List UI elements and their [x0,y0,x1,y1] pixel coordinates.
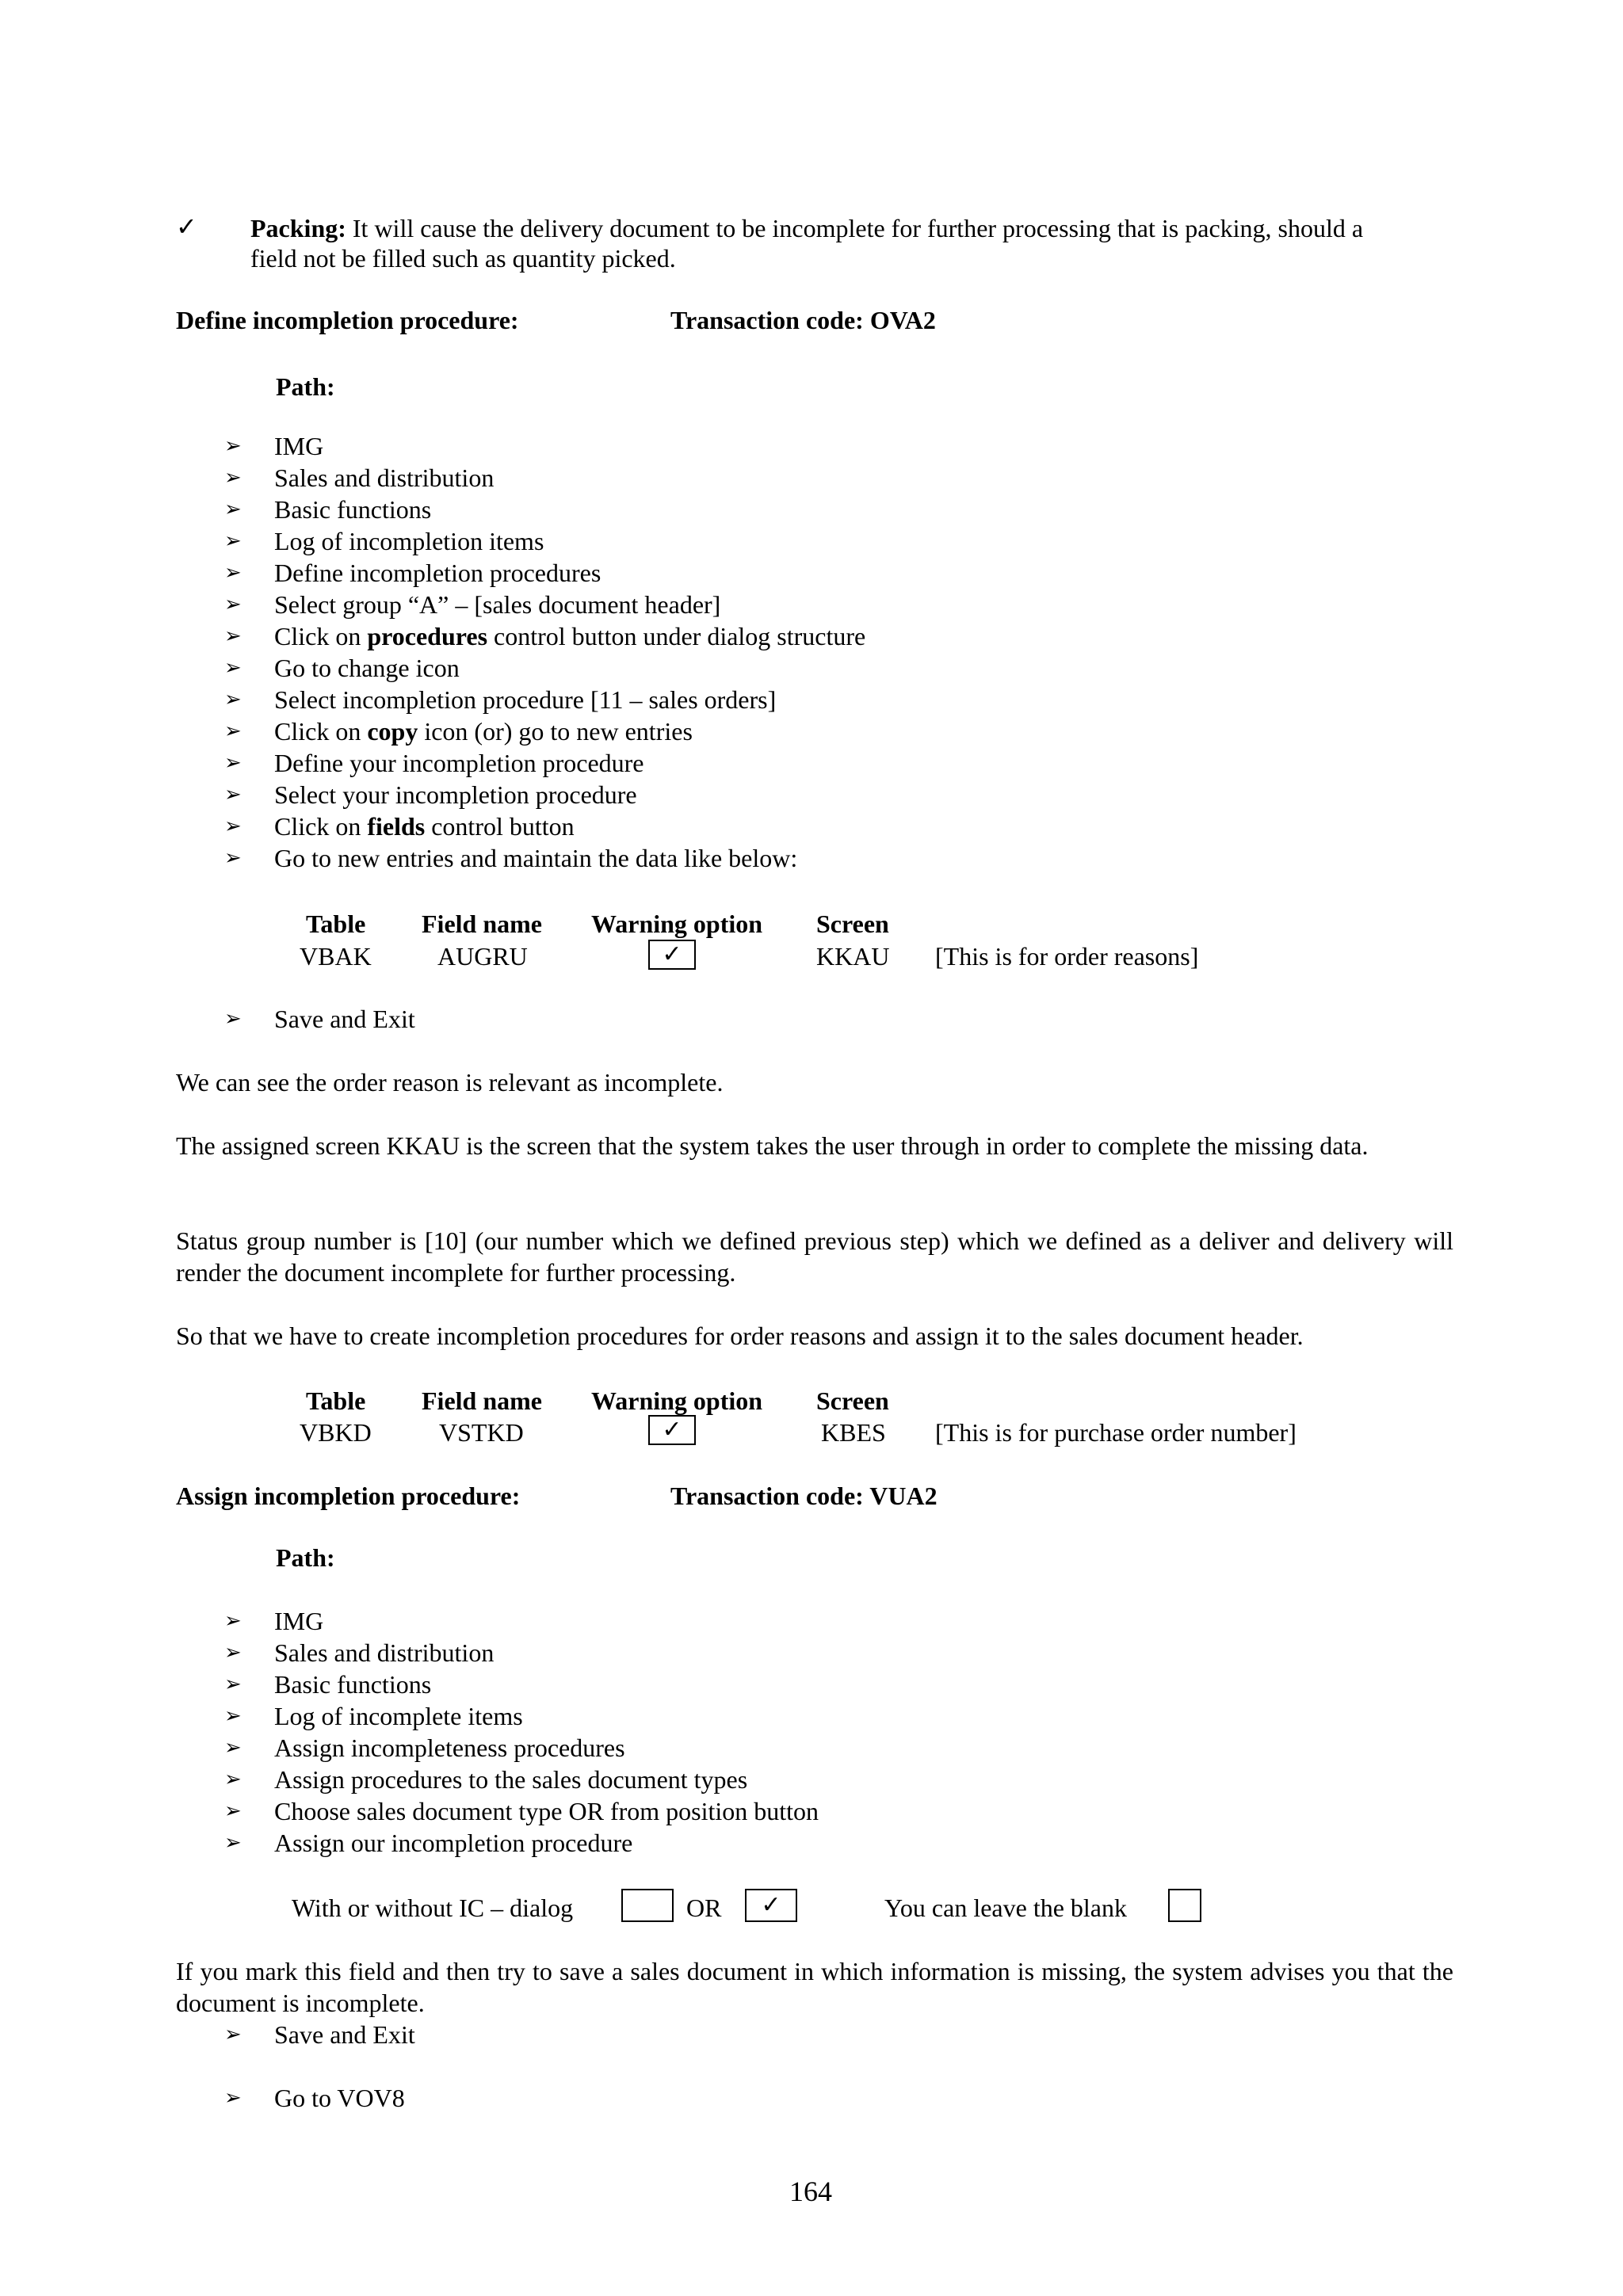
define-save-exit-text: Save and Exit [274,1005,415,1033]
define-step-text [274,462,494,494]
define-step-pre: Click on [274,812,368,841]
arrow-bullet-icon: ➢ [224,719,242,743]
arrow-bullet-icon: ➢ [224,656,242,680]
packing-text-1: It will cause the delivery document to be incomplete for further processing that is packing, should a [352,214,1364,242]
arrow-bullet-icon: ➢ [224,783,242,807]
arrow-bullet-icon: ➢ [224,1704,242,1728]
arrow-bullet-icon: ➢ [224,593,242,616]
define-step-pre: Go to change icon [274,654,460,682]
table1-cell-screen: KKAU [816,942,890,971]
define-step-pre: Log of incompletion items [274,527,544,555]
table2-cell-table: VBKD [300,1418,372,1447]
dialog-option-label: With or without IC – dialog [292,1894,574,1922]
table1-header-warning: Warning option [591,910,763,938]
define-step-post: control button [425,812,575,841]
arrow-bullet-icon: ➢ [224,1799,242,1823]
paragraph-create-procedures: So that we have to create incompletion procedures for order reasons and assign it to the sales document header. [176,1322,1304,1350]
assign-tcode: Transaction code: VUA2 [670,1482,938,1510]
define-step-pre: Select group “A” – [sales document header] [274,590,721,619]
define-step-pre: Sales and distribution [274,463,495,492]
arrow-bullet-icon: ➢ [224,434,242,458]
define-step-pre: Go to new entries and maintain the data like below: [274,844,798,872]
table2-cell-screen: KBES [821,1418,886,1447]
assign-path-label: Path: [276,1543,335,1572]
define-step-text [274,779,637,810]
assign-step-text: Basic functions [274,1670,432,1699]
define-step-text [274,842,797,874]
assign-step-text: Choose sales document type OR from position button [274,1797,819,1825]
define-step-pre: Basic functions [274,495,432,524]
define-step-post: control button under dialog structure [487,622,866,650]
go-to-vov8-text: Go to VOV8 [274,2084,405,2112]
define-step-pre: Click on [274,622,368,650]
table2-header-screen: Screen [816,1386,889,1415]
arrow-bullet-icon: ➢ [224,1831,242,1855]
arrow-bullet-icon: ➢ [224,1609,242,1633]
arrow-bullet-icon: ➢ [224,1672,242,1696]
define-tcode: Transaction code: OVA2 [670,306,936,334]
arrow-bullet-icon: ➢ [224,1007,242,1031]
or-label: OR [686,1894,722,1922]
arrow-bullet-icon: ➢ [224,1641,242,1665]
assign-step-text: Log of incomplete items [274,1702,523,1730]
assign-step-text: Assign our incompletion procedure [274,1829,633,1857]
paragraph-status-group: Status group number is [10] (our number which we defined previous step) which we defined as a deliver and delivery will render the document incomplete for further processing. [176,1226,1453,1287]
define-step-text [274,557,601,589]
assign-step-text: Sales and distribution [274,1638,495,1667]
table1-header-screen: Screen [816,910,889,938]
leave-blank-checkbox[interactable] [1168,1889,1201,1922]
arrow-bullet-icon: ➢ [224,498,242,521]
define-step-text [274,430,323,462]
define-step-text [274,494,431,525]
define-step-text [274,525,544,557]
paragraph-order-reason: We can see the order reason is relevant as incomplete. [176,1068,724,1097]
assign-step-text: IMG [274,1607,324,1635]
define-step-text [274,589,720,620]
go-to-vov8-item [0,2082,1623,2114]
packing-line-1 [250,212,1363,244]
arrow-bullet-icon: ➢ [224,1768,242,1791]
paragraph-mark-field-note: If you mark this field and then try to save a sales document in which information is missing, the system advises you that the document is incomplete. [176,1957,1453,2017]
table2-header-field: Field name [422,1386,542,1415]
arrow-bullet-icon: ➢ [224,814,242,838]
table1-cell-table: VBAK [300,942,372,971]
checkmark-icon: ✓ [176,212,197,242]
table2-header-table: Table [306,1386,366,1415]
define-step-pre: Define incompletion procedures [274,559,601,587]
define-step-text [274,652,460,684]
packing-label: Packing: [250,214,346,242]
define-step-text [274,684,776,715]
table1-cell-field: AUGRU [437,942,528,971]
arrow-bullet-icon: ➢ [224,1736,242,1760]
define-step-pre: Define your incompletion procedure [274,749,644,777]
define-step-text [274,715,693,747]
define-step-text [274,810,575,842]
page-number: 164 [789,2176,832,2207]
define-step-bold: procedures [367,622,488,650]
assign-save-exit-item [0,2019,1623,2050]
table2-cell-field: VSTKD [439,1418,524,1447]
packing-line-2: field not be filled such as quantity picked. [250,244,676,273]
arrow-bullet-icon: ➢ [224,561,242,585]
table1-header-field: Field name [422,910,542,938]
arrow-bullet-icon: ➢ [224,2023,242,2046]
table2-cell-note: [This is for purchase order number] [935,1418,1296,1447]
assign-step-text: Assign incompleteness procedures [274,1733,625,1762]
arrow-bullet-icon: ➢ [224,466,242,490]
define-step-bold: copy [367,717,418,746]
define-heading: Define incompletion procedure: [176,306,519,334]
paragraph-kkau: The assigned screen KKAU is the screen that the system takes the user through in order to complete the missing data. [176,1131,1369,1160]
define-step-pre: IMG [274,432,324,460]
arrow-bullet-icon: ➢ [224,624,242,648]
arrow-bullet-icon: ➢ [224,688,242,711]
define-step-bold: fields [367,812,426,841]
dialog-checked-checkbox[interactable]: ✓ [745,1889,797,1922]
arrow-bullet-icon: ➢ [224,2086,242,2110]
assign-heading: Assign incompletion procedure: [176,1482,521,1510]
define-step-pre: Select incompletion procedure [11 – sales orders] [274,685,777,714]
table2-header-warning: Warning option [591,1386,763,1415]
assign-step-text: Assign procedures to the sales document types [274,1765,748,1794]
assign-save-exit-text: Save and Exit [274,2020,415,2049]
define-step-text [274,747,644,779]
arrow-bullet-icon: ➢ [224,751,242,775]
define-step-post: icon (or) go to new entries [418,717,693,746]
define-step-text [274,620,865,652]
arrow-bullet-icon: ➢ [224,529,242,553]
arrow-bullet-icon: ➢ [224,846,242,870]
table1-warning-checkbox[interactable]: ✓ [648,940,696,970]
table2-warning-checkbox[interactable]: ✓ [648,1415,696,1445]
define-step-pre: Click on [274,717,368,746]
table1-header-table: Table [306,910,366,938]
leave-blank-label: You can leave the blank [884,1894,1127,1922]
table1-cell-note: [This is for order reasons] [935,942,1199,971]
define-step-pre: Select your incompletion procedure [274,780,637,809]
define-path-label: Path: [276,372,335,401]
define-save-exit-item [0,1003,1623,1035]
dialog-unchecked-checkbox[interactable] [621,1889,674,1922]
